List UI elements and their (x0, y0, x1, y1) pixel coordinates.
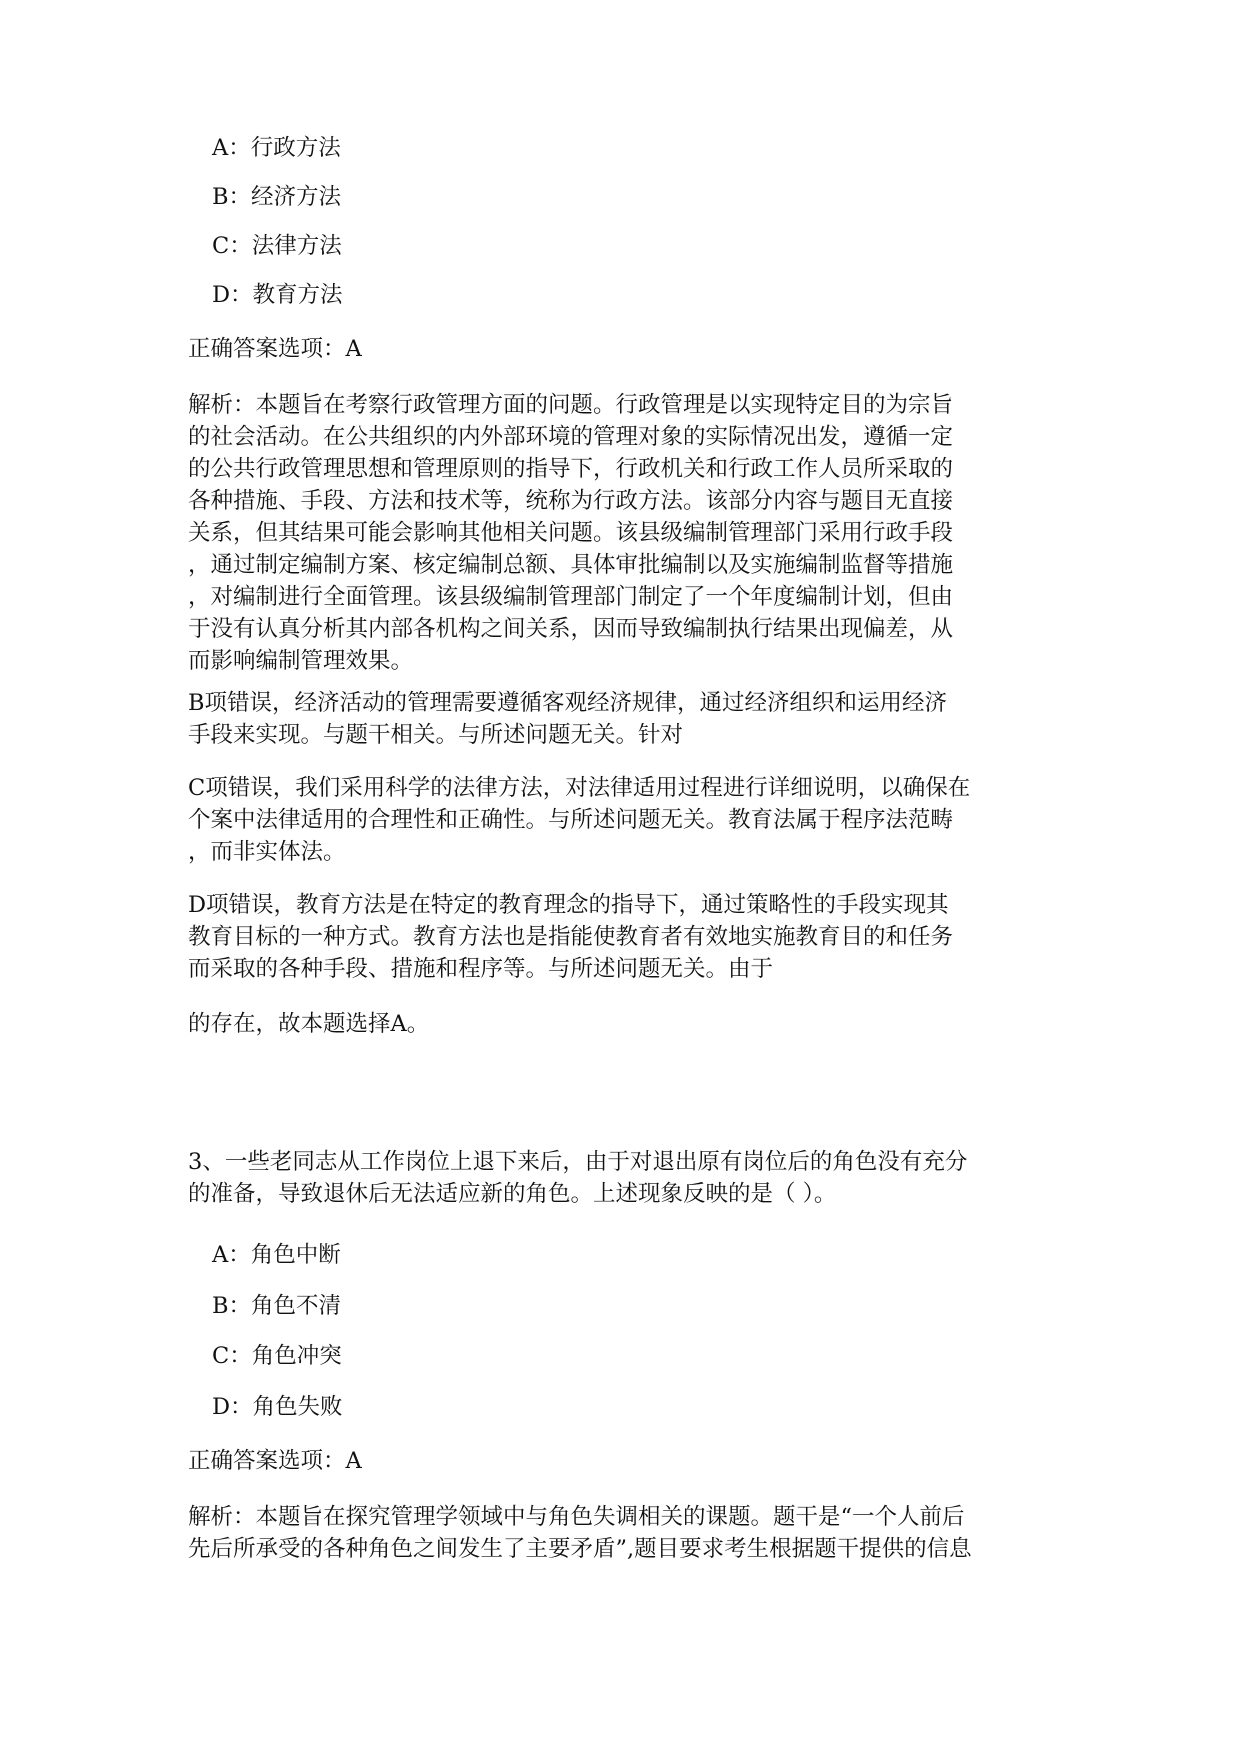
q2-option-c: C：法律方法 (212, 233, 342, 259)
q3-option-c: C：角色冲突 (212, 1343, 342, 1369)
q2-option-c-note: C项错误，我们采用科学的法律方法，对法律适用过程进行详细说明，以确保在 个案中法律适用的合理性和正确性。与所述问题无关。教育法属于程序法范畴 ，而非实体法。 (188, 775, 971, 865)
q2-conclusion: 的存在，故本题选择A。 (188, 1011, 430, 1037)
q2-option-a: A：行政方法 (212, 135, 341, 161)
q2-answer: 正确答案选项：A (188, 336, 362, 362)
q3-option-b: B：角色不清 (212, 1293, 342, 1319)
q3-option-d: D：角色失败 (212, 1394, 343, 1420)
q2-option-b-note: B项错误，经济活动的管理需要遵循客观经济规律，通过经济组织和运用经济 手段来实现。与题干相关。与所述问题无关。针对 (188, 690, 948, 748)
q2-option-b: B：经济方法 (212, 184, 342, 210)
q3-option-a: A：角色中断 (212, 1242, 341, 1268)
q2-option-d-note: D项错误，教育方法是在特定的教育理念的指导下，通过策略性的手段实现其 教育目标的一种方式。教育方法也是指能使教育者有效地实施教育目的和任务 而采取的各种手段、措施和程序等。与所述问题无关。由于 (188, 892, 954, 982)
q2-option-d: D：教育方法 (212, 282, 343, 308)
q3-answer: 正确答案选项：A (188, 1448, 362, 1474)
q3-analysis: 解析：本题旨在探究管理学领域中与角色失调相关的课题。题干是“一个人前后 先后所承受的各种角色之间发生了主要矛盾”,题目要求考生根据题干提供的信息 (188, 1504, 972, 1562)
q2-analysis: 解析：本题旨在考察行政管理方面的问题。行政管理是以实现特定目的为宗旨 的社会活动。在公共组织的内外部环境的管理对象的实际情况出发，遵循一定 的公共行政管理思想和管理原则的指导下，行政机关和行政工作人员所采取的 各种措施、手段、方法和技术等，统称为行政方法。该部分内容与题目无直接 关系，但其结果可能会影响其他相关问题。该县级编制管理部门采用行政手段 ，通过制定编制方案、核定编制总额、具体审批编制以及实施编制监督等措施 ，对编制进行全面管理。该县级编制管理部门制定了一个年度编制计划，但由 于没有认真分析其内部各机构之间关系，因而导致编制执行结果出现偏差，从 而影响编制管理效果。 (188, 392, 954, 674)
q3-question: 3、一些老同志从工作岗位上退下来后，由于对退出原有岗位后的角色没有充分 的准备，导致退休后无法适应新的角色。上述现象反映的是（ ）。 (188, 1149, 968, 1207)
